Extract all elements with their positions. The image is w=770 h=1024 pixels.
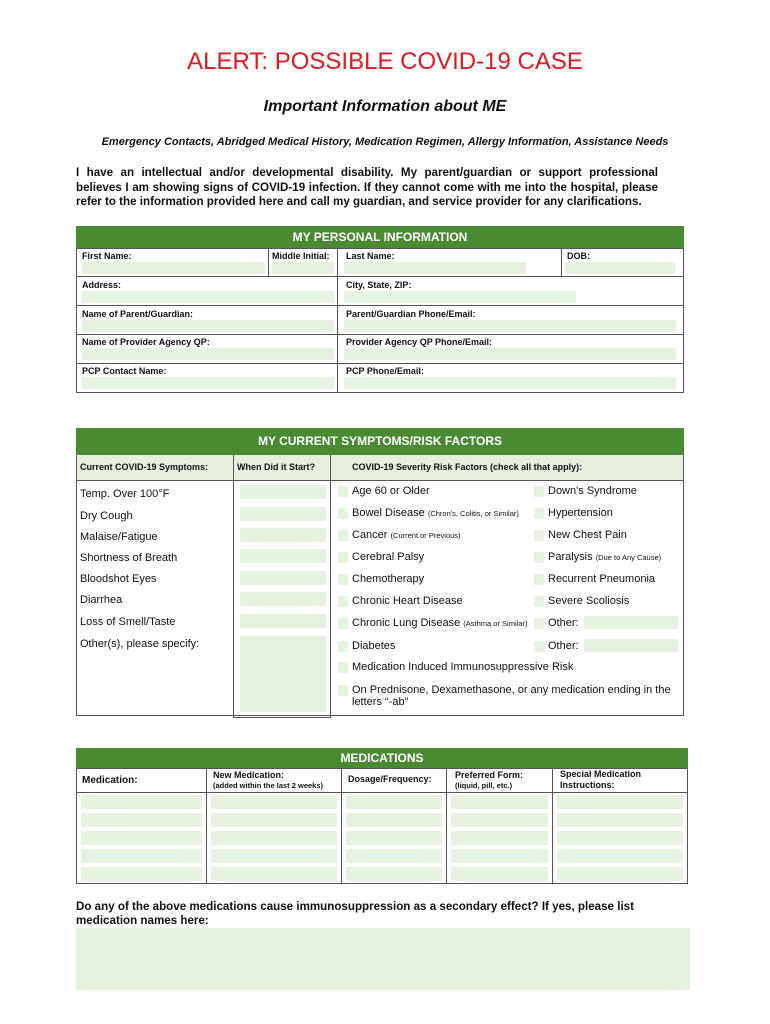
col-preferred-form-note: (liquid, pill, etc.) <box>455 781 513 790</box>
medications-heading: MEDICATIONS <box>76 748 688 768</box>
medication-cell[interactable] <box>346 795 442 809</box>
risk-heart: Chronic Heart Disease <box>352 595 463 607</box>
medication-rows <box>77 793 687 883</box>
medication-cell[interactable] <box>211 813 337 827</box>
risk-cerebral-palsy: Cerebral Palsy <box>352 551 425 563</box>
col-new-medication-note: (added within the last 2 weeks) <box>213 781 324 790</box>
col-preferred-form: Preferred Form: <box>455 770 524 780</box>
symptom-eyes: Bloodshot Eyes <box>80 573 157 585</box>
medication-cell[interactable] <box>81 813 202 827</box>
risk-checkbox[interactable] <box>534 508 544 519</box>
pcp-name-field[interactable] <box>82 377 334 389</box>
risk-pneumonia: Recurrent Pneumonia <box>548 573 656 585</box>
risk-lung: Chronic Lung Disease (Asthma or Similar) <box>352 617 528 629</box>
medication-cell[interactable] <box>346 849 442 863</box>
medication-cell[interactable] <box>557 795 683 809</box>
risk-other-1: Other: <box>548 617 579 629</box>
risk-bowel: Bowel Disease (Chron's, Colitis, or Similar) <box>352 507 519 519</box>
risk-down-syndrome: Down's Syndrome <box>548 485 637 497</box>
when-field[interactable] <box>240 571 326 585</box>
medication-cell[interactable] <box>81 849 202 863</box>
risk-paralysis: Paralysis (Due to Any Cause) <box>548 551 662 563</box>
medication-cell[interactable] <box>451 795 548 809</box>
when-field[interactable] <box>240 485 326 499</box>
first-name-label: First Name: <box>82 251 132 261</box>
parent-name-label: Name of Parent/Guardian: <box>82 309 194 319</box>
medication-cell[interactable] <box>211 795 337 809</box>
medication-cell[interactable] <box>211 849 337 863</box>
provider-name-field[interactable] <box>82 348 334 360</box>
medication-cell[interactable] <box>557 813 683 827</box>
risk-other-field[interactable] <box>584 616 678 629</box>
immunosuppression-question: Do any of the above medications cause immunosuppression as a secondary effect? If yes, please list medication names here: <box>76 900 634 927</box>
other-symptom-field[interactable] <box>240 636 326 712</box>
risk-cancer: Cancer (Current or Previous) <box>352 529 461 541</box>
medication-cell[interactable] <box>451 849 548 863</box>
middle-initial-label: Middle Initial: <box>272 251 330 261</box>
medication-cell[interactable] <box>81 867 202 881</box>
risk-checkbox[interactable] <box>338 662 348 673</box>
risk-other-2: Other: <box>548 640 579 652</box>
symptom-other: Other(s), please specify: <box>80 638 200 650</box>
address-field[interactable] <box>82 291 334 303</box>
symptom-dry-cough: Dry Cough <box>80 510 133 522</box>
last-name-label: Last Name: <box>346 251 395 261</box>
risk-checkbox[interactable] <box>534 486 544 497</box>
risk-scoliosis: Severe Scoliosis <box>548 595 630 607</box>
address-label: Address: <box>82 280 122 290</box>
col-new-medication: New Medication: <box>213 770 285 780</box>
page-subline: Emergency Contacts, Abridged Medical History, Medication Regimen, Allergy Information, Assistance Needs <box>101 136 669 148</box>
col-dosage: Dosage/Frequency: <box>348 774 432 784</box>
medication-cell[interactable] <box>211 831 337 845</box>
risk-checkbox[interactable] <box>338 641 348 652</box>
immunosuppression-answer-field[interactable] <box>76 928 690 990</box>
risk-checkbox[interactable] <box>338 618 348 629</box>
risk-checkbox[interactable] <box>338 574 348 585</box>
when-field[interactable] <box>240 549 326 563</box>
provider-phone-field[interactable] <box>344 348 676 360</box>
first-name-field[interactable] <box>82 262 265 274</box>
risk-checkbox[interactable] <box>338 596 348 607</box>
risk-chest-pain: New Chest Pain <box>548 529 627 541</box>
symptom-diarrhea: Diarrhea <box>80 594 123 606</box>
medication-cell[interactable] <box>346 831 442 845</box>
pcp-name-label: PCP Contact Name: <box>82 366 167 376</box>
risk-other-field[interactable] <box>584 639 678 652</box>
medication-cell[interactable] <box>451 813 548 827</box>
when-field[interactable] <box>240 614 326 628</box>
symptom-smell: Loss of Smell/Taste <box>80 616 176 628</box>
risk-checkbox[interactable] <box>534 641 544 652</box>
when-field[interactable] <box>240 592 326 606</box>
medication-cell[interactable] <box>451 867 548 881</box>
risk-hypertension: Hypertension <box>548 507 613 519</box>
risk-chemo: Chemotherapy <box>352 573 425 585</box>
risk-checkbox[interactable] <box>534 596 544 607</box>
risk-checkbox[interactable] <box>534 574 544 585</box>
personal-info-heading: MY PERSONAL INFORMATION <box>76 226 684 248</box>
col-special-instructions: Special Medication Instructions: <box>560 769 642 790</box>
risk-checkbox[interactable] <box>534 552 544 563</box>
medication-cell[interactable] <box>557 849 683 863</box>
provider-name-label: Name of Provider Agency QP: <box>82 337 210 347</box>
city-state-zip-field[interactable] <box>344 291 576 303</box>
col-symptoms-header: Current COVID-19 Symptoms: <box>80 462 209 472</box>
risk-checkbox[interactable] <box>534 618 544 629</box>
medication-cell[interactable] <box>451 831 548 845</box>
middle-initial-field[interactable] <box>272 262 334 274</box>
symptom-fatigue: Malaise/Fatigue <box>80 531 158 543</box>
provider-phone-label: Provider Agency QP Phone/Email: <box>346 337 493 347</box>
medication-cell[interactable] <box>557 867 683 881</box>
risk-checkbox[interactable] <box>338 530 348 541</box>
risk-checkbox[interactable] <box>338 508 348 519</box>
dob-label: DOB: <box>567 251 590 261</box>
pcp-phone-label: PCP Phone/Email: <box>346 366 424 376</box>
intro-paragraph: I have an intellectual and/or developmental disability. My parent/guardian or support professional believes I am showing signs of COVID-19 infection. If they cannot come with me into the hospital, please refer to the information provided here and call my guardian, and service provider for any clarifications. <box>76 166 658 208</box>
col-when-header: When Did it Start? <box>237 462 315 472</box>
dob-field[interactable] <box>565 262 675 274</box>
when-field[interactable] <box>240 507 326 521</box>
when-field[interactable] <box>240 528 326 542</box>
symptom-breath: Shortness of Breath <box>80 552 178 564</box>
medication-cell[interactable] <box>81 795 202 809</box>
medication-cell[interactable] <box>346 813 442 827</box>
symptoms-heading: MY CURRENT SYMPTOMS/RISK FACTORS <box>76 428 684 455</box>
city-state-zip-label: City, State, ZIP: <box>346 280 412 290</box>
parent-phone-field[interactable] <box>344 320 676 332</box>
medication-cell[interactable] <box>346 867 442 881</box>
page-subtitle: Important Information about ME <box>263 98 507 115</box>
risk-age-60: Age 60 or Older <box>352 485 430 497</box>
risk-checkbox[interactable] <box>534 530 544 541</box>
pcp-phone-field[interactable] <box>344 377 676 389</box>
parent-phone-label: Parent/Guardian Phone/Email: <box>346 309 476 319</box>
symptom-temp: Temp. Over 100°F <box>80 488 170 500</box>
parent-name-field[interactable] <box>82 320 334 332</box>
risk-checkbox[interactable] <box>338 552 348 563</box>
risk-prednisone: On Prednisone, Dexamethasone, or any medication ending in the letters “-ab” <box>352 684 671 708</box>
last-name-field[interactable] <box>344 262 526 274</box>
risk-immunosuppressive: Medication Induced Immunosuppressive Risk <box>352 661 574 673</box>
medication-cell[interactable] <box>211 867 337 881</box>
risk-checkbox[interactable] <box>338 486 348 497</box>
risk-checkbox[interactable] <box>338 685 348 696</box>
alert-title: ALERT: POSSIBLE COVID-19 CASE <box>187 48 583 75</box>
col-risk-header: COVID-19 Severity Risk Factors (check all that apply): <box>352 462 583 472</box>
medication-cell[interactable] <box>81 831 202 845</box>
col-medication: Medication: <box>82 775 138 786</box>
medication-cell[interactable] <box>557 831 683 845</box>
risk-diabetes: Diabetes <box>352 640 396 652</box>
